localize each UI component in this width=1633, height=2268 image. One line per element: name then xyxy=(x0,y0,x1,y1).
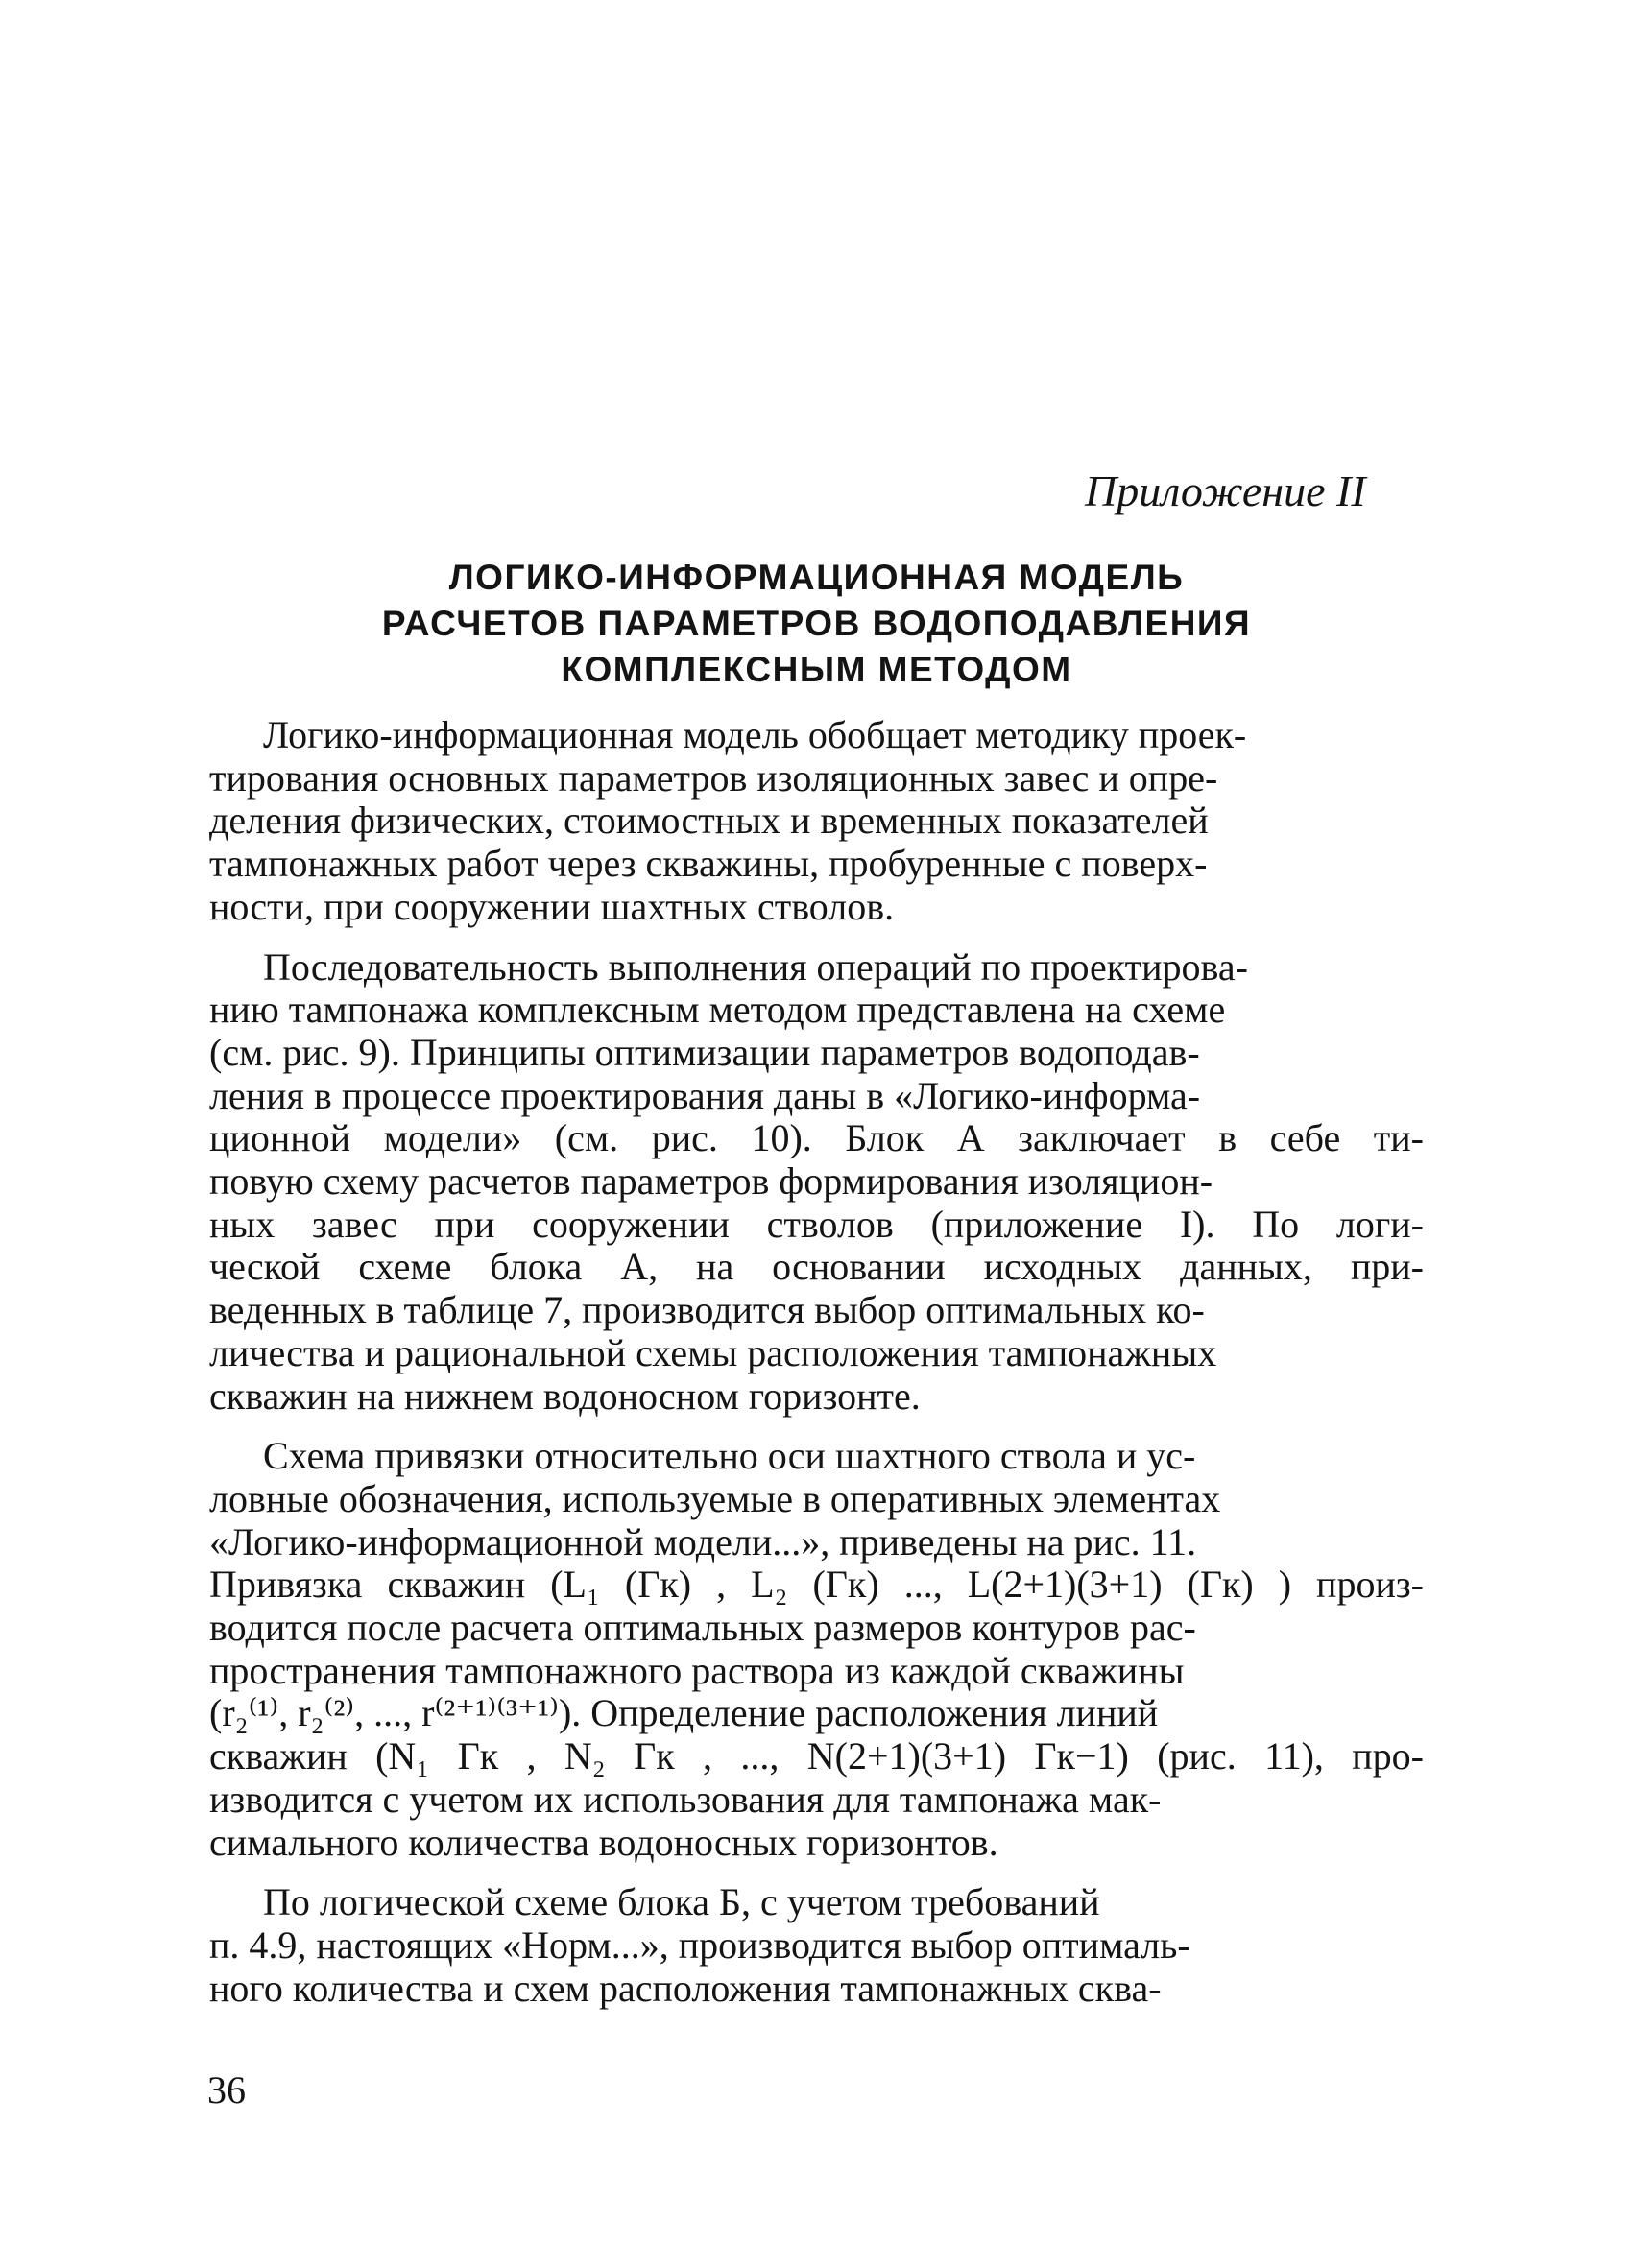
text-line: симального количества водоносных горизонтов. xyxy=(209,1820,998,1864)
title-line: КОМПЛЕКСНЫМ МЕТОДОМ xyxy=(561,650,1072,689)
text-line: скважин (N₁ Гк , N₂ Гк , ..., N(2+1)(3+1) Гк−1) (рис. 11), про- xyxy=(209,1734,1424,1779)
text-line: ления в процессе проектирования даны в «Логико-информа- xyxy=(209,1073,1201,1117)
text-line: повую схему расчетов параметров формирования изоляцион- xyxy=(209,1159,1213,1204)
title-line: РАСЧЕТОВ ПАРАМЕТРОВ ВОДОПОДАВЛЕНИЯ xyxy=(381,604,1252,643)
text-line: (r₂⁽¹⁾, r₂⁽²⁾, ..., r⁽²⁺¹⁾⁽³⁺¹⁾). Определение расположения линий xyxy=(209,1691,1159,1735)
page-number: 36 xyxy=(207,2068,246,2112)
text-line: личества и рациональной схемы расположения тампонажных xyxy=(209,1330,1217,1374)
text-line: ционной модели» (см. рис. 10). Блок А заключает в себе ти- xyxy=(209,1116,1424,1160)
text-line: деления физических, стоимостных и временных показателей xyxy=(209,799,1209,843)
text-line: нию тампонажа комплексным методом представлена на схеме xyxy=(209,988,1226,1032)
text-line: тирования основных параметров изоляционных завес и опре- xyxy=(209,755,1218,800)
text-line: ных завес при сооружении стволов (приложение I). По логи- xyxy=(209,1202,1424,1246)
paragraph-2 xyxy=(209,946,1424,1419)
title-line: ЛОГИКО-ИНФОРМАЦИОННАЯ МОДЕЛЬ xyxy=(448,558,1185,597)
text-line: скважин на нижнем водоносном горизонте. xyxy=(209,1373,921,1418)
paragraph-1 xyxy=(209,714,1424,929)
text-line: Привязка скважин (L₁ (Гк) , L₂ (Гк) ..., L(2+1)(3+1) (Гк) ) произ- xyxy=(209,1563,1424,1607)
paragraph-4 xyxy=(209,1881,1424,2010)
paragraph-3 xyxy=(209,1435,1424,1864)
section-title xyxy=(209,555,1424,693)
text-line: Последовательность выполнения операций по проектирова- xyxy=(263,944,1248,989)
text-line: ческой схеме блока А, на основании исходных данных, при- xyxy=(209,1245,1424,1289)
text-line: веденных в таблице 7, производится выбор оптимальных ко- xyxy=(209,1288,1205,1332)
text-line: Схема привязки относительно оси шахтного ствола и ус- xyxy=(263,1434,1196,1478)
text-line: (см. рис. 9). Принципы оптимизации параметров водоподав- xyxy=(209,1030,1200,1074)
text-line: Логико-информационная модель обобщает методику проек- xyxy=(263,713,1247,756)
text-line: «Логико-информационной модели...», приведены на рис. 11. xyxy=(209,1519,1197,1564)
text-line: ловные обозначения, используемые в оперативных элементах xyxy=(209,1476,1221,1520)
body-text xyxy=(209,714,1424,2027)
text-line: изводится с учетом их использования для тампонажа мак- xyxy=(209,1777,1162,1821)
appendix-label: Приложение II xyxy=(1085,466,1366,515)
text-line: п. 4.9, настоящих «Норм...», производится выбор оптималь- xyxy=(209,1922,1190,1967)
text-line: пространения тампонажного раствора из каждой скважины xyxy=(209,1648,1185,1692)
text-line: тампонажных работ через скважины, пробуренные с поверх- xyxy=(209,842,1208,886)
text-line: ности, при сооружении шахтных стволов. xyxy=(209,884,895,928)
text-line: По логической схеме блока Б, с учетом требований xyxy=(263,1880,1100,1924)
text-line: водится после расчета оптимальных размеров контуров рас- xyxy=(209,1606,1196,1650)
text-line: ного количества и схем расположения тампонажных сква- xyxy=(209,1966,1162,2010)
